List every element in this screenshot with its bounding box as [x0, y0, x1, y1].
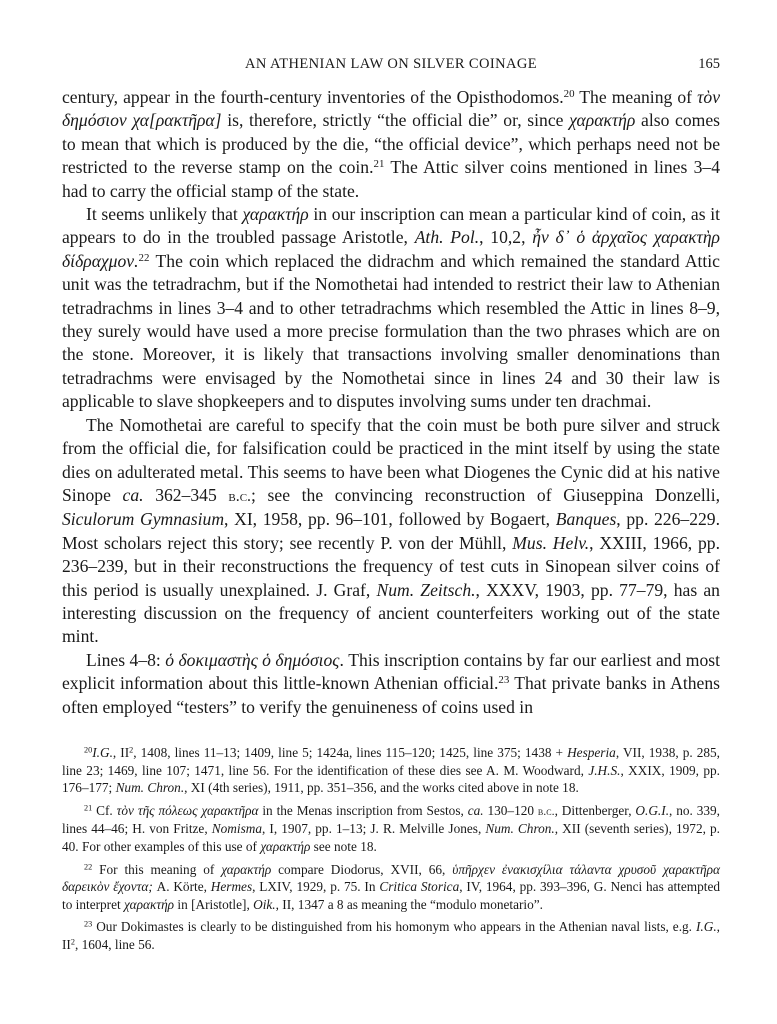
citation: Ath. Pol.	[414, 227, 480, 248]
paragraph: Lines 4–8: ὁ δοκιμαστὴς ὁ δημόσιος. This inscription contains by far our earliest and most explicit information about this little-known Athenian official.$^{23}$ That private banks in Athens often employed “testers” to verify the genuineness of coins used in	[62, 649, 721, 717]
greek-text: χαρακτήρ	[242, 204, 309, 225]
footnotes	[62, 744, 720, 954]
greek-text: τὸν δημόσιον χα[ρακτῆρα]	[62, 87, 720, 131]
page	[62, 54, 720, 954]
page-number: 165	[698, 56, 720, 72]
footnote-number: 21	[84, 803, 93, 813]
citation: Num. Zeitsch.	[376, 579, 476, 600]
citation: Banques	[555, 509, 617, 530]
paragraph: century, appear in the fourth-century inventories of the Opisthodomos.$^{20}$ The meaning of τὸν δημόσιον χα[ρακτῆρα] is, therefore, strictly “the official die” or, since χαρακτήρ also comes to mean that which is produced by the die, “the official device”, which perhaps need not be restricted to the reverse stamp on the coin.$^{21}$ The Attic silver coins mentioned in lines 3–4 had to carry the official stamp of the state.	[62, 87, 721, 201]
footnote-23: $^{23}$ Our Dokimastes is clearly to be distinguished from his homonym who appears in the Athenian naval lists, e.g. I.G., $II^2$, 1604, line 56.	[62, 919, 720, 952]
footnote-ref[interactable]: 21	[373, 158, 385, 171]
running-title: AN ATHENIAN LAW ON SILVER COINAGE	[245, 56, 537, 72]
citation: Siculorum Gymnasium	[62, 509, 225, 530]
greek-text: ἦν δ᾽ ὁ ἀρχαῖος χαρακτὴρ δίδραχμον.	[62, 227, 721, 271]
running-head	[62, 54, 720, 76]
paragraph: The Nomothetai are careful to specify that the coin must be both pure silver and struck from the official die, for falsification could be practiced in the mint itself by using the state dies on adulterated metal. This seems to have been what Diogenes the Cynic did at his native Sinope ca. 362–345 b.c.; see the convincing reconstruction of Giuseppina Donzelli, Siculorum Gymnasium, XI, 1958, pp. 96–101, followed by Bogaert, Banques, pp. 226–229. Most scholars reject this story; see recently P. von der Mühll, Mus. Helv., XXIII, 1966, pp. 236–239, but in their reconstructions the frequency of test cuts in Sinopean silver coins of this period is usually unexplained. J. Graf, Num. Zeitsch., XXXV, 1903, pp. 77–79, has an interesting discussion on the frequency of ancient counterfeiters working out of the state mint.	[62, 414, 720, 647]
footnote-ref[interactable]: 20	[563, 88, 575, 100]
footnote-number: 20	[84, 745, 93, 755]
paragraph: It seems unlikely that χαρακτήρ in our inscription can mean a particular kind of coin, as it appears to do in the troubled passage Aristotle, Ath. Pol., 10,2, ἦν δ᾽ ὁ ἀρχαῖος χαρακτὴρ δίδραχμον.$^{22}$ The coin which replaced the didrachm and which remained the standard Attic unit was the tetradrachm, but if the Nomothetai had intended to restrict their law to Athenian tetradrachms in lines 3–4 and to other tetradrachms which resembled the Attic in lines 8–9, they surely would have used a more precise formulation than the two phrases which are on the stone. Moreover, it is likely that transactions involving smaller denominations than tetradrachms were envisaged by the Nomothetai since in lines 24 and 30 their law is applicable to slave shopkeepers and to disputes involving sums under ten drachmai.	[62, 204, 721, 412]
citation: Mus. Helv.	[512, 532, 590, 553]
greek-text: ὁ δοκιμαστὴς ὁ δημόσιος	[165, 649, 340, 670]
main-text	[62, 86, 720, 719]
footnote-20: $^{20}$I.G., $II^2$, 1408, lines 11–13; 1409, line 5; 1424a, lines 115–120; 1425, line 375; 1438 + Hesperia, VII, 1938, p. 285, line 23; 1469, line 107; 1471, line 56. For the identification of these dies see A. M. Woodward, J.H.S., XXIX, 1909, pp. 176–177; Num. Chron., XI (4th series), 1911, pp. 351–356, and the works cited above in note 18.	[62, 744, 720, 796]
footnote-ref[interactable]: 22	[138, 251, 150, 264]
footnote-21: $^{21}$ Cf. τὸν τῆς πόλεως χαρακτῆρα in the Menas inscription from Sestos, ca. 130–120 b.c., Dittenberger, O.G.I., no. 339, lines 44–46; H. von Fritze, Nomisma, I, 1907, pp. 1–13; J. R. Melville Jones, Num. Chron., XII (seventh series), 1972, p. 40. For other examples of this use of χαρακτήρ see note 18.	[62, 802, 720, 854]
footnote-number: 22	[84, 862, 93, 871]
footnote-ref[interactable]: 23	[498, 674, 510, 687]
footnote-number: 23	[84, 919, 93, 929]
greek-text: χαρακτήρ	[569, 110, 636, 131]
footnote-22: $^{22}$ For this meaning of χαρακτήρ compare Diodorus, XVII, 66, ὑπῆρχεν ἐνακισχίλια τάλαντα χρυσοῦ χαρακτῆρα δαρεικὸν ἔχοντα; A. Körte, Hermes, LXIV, 1929, p. 75. In Critica Storica, IV, 1964, pp. 393–396, G. Nenci has attempted to interpret χαρακτήρ in [Aristotle], Oik., II, 1347 a 8 as meaning the “modulo monetario”.	[62, 861, 721, 912]
